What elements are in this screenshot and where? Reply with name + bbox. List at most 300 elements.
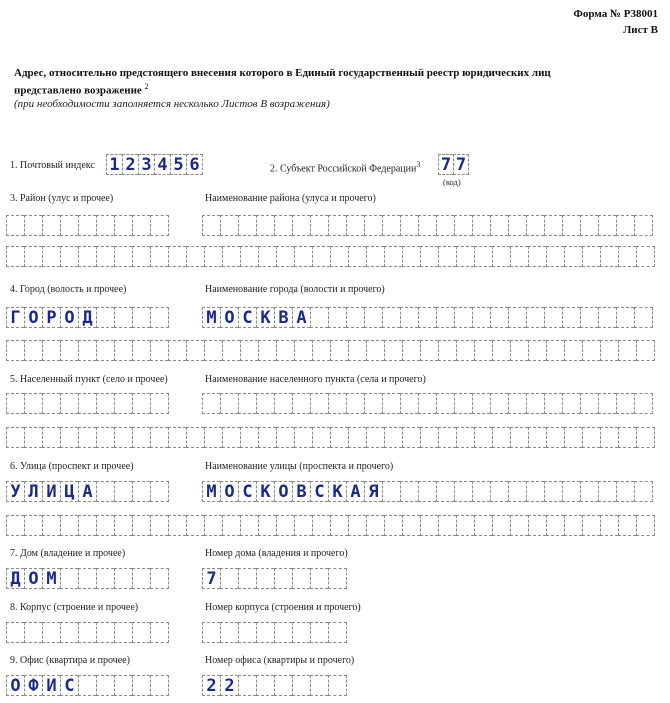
district-char-cell: [580, 215, 598, 236]
postal-char-cell: 4: [154, 154, 170, 175]
district-char-cell: [564, 246, 582, 267]
street-char-cell: [616, 481, 634, 502]
street-char-cell: [492, 515, 510, 536]
building-char-cell: [328, 622, 347, 643]
building-type-field[interactable]: [6, 622, 169, 643]
postal-char-cell: 3: [138, 154, 154, 175]
city-char-cell: [132, 307, 150, 328]
city-char-cell: [382, 307, 400, 328]
building-char-cell: [114, 622, 132, 643]
city-char-cell: [132, 340, 150, 361]
office-char-cell: [292, 675, 310, 696]
district-char-cell: [634, 215, 653, 236]
district-type-field[interactable]: [6, 215, 169, 236]
locality-char-cell: [312, 427, 330, 448]
locality-char-cell: [420, 427, 438, 448]
district-char-cell: [96, 246, 114, 267]
district-char-cell: [168, 246, 186, 267]
subject-code-field[interactable]: [438, 154, 469, 175]
district-char-cell: [616, 215, 634, 236]
district-name-field[interactable]: [202, 215, 653, 236]
city-char-cell: [78, 340, 96, 361]
street-char-cell: [418, 481, 436, 502]
locality-char-cell: [274, 393, 292, 414]
city-char-cell: [258, 340, 276, 361]
city-char-cell: [294, 340, 312, 361]
district-char-cell: [132, 246, 150, 267]
district-char-cell: [436, 215, 454, 236]
city-char-cell: [240, 340, 258, 361]
house-char-cell: [328, 568, 347, 589]
locality-char-cell: [258, 427, 276, 448]
locality-name-field[interactable]: [202, 393, 653, 414]
district-name-label: Наименование района (улуса и прочего): [205, 193, 376, 204]
locality-char-cell: [418, 393, 436, 414]
street-char-cell: [114, 481, 132, 502]
city-char-cell: Д: [78, 307, 96, 328]
city-char-cell: Г: [6, 307, 24, 328]
postal-char-cell: 1: [106, 154, 122, 175]
street-type-field[interactable]: [6, 481, 169, 502]
street-char-cell: [132, 481, 150, 502]
house-char-cell: [220, 568, 238, 589]
city-char-cell: [636, 340, 655, 361]
locality-type-label: 5. Населенный пункт (село и прочее): [10, 374, 168, 385]
locality-char-cell: [492, 427, 510, 448]
city-char-cell: [490, 307, 508, 328]
street-char-cell: [348, 515, 366, 536]
house-char-cell: [238, 568, 256, 589]
district-char-cell: [328, 215, 346, 236]
city-char-cell: [454, 307, 472, 328]
city-char-cell: [564, 340, 582, 361]
locality-char-cell: [364, 393, 382, 414]
district-char-cell: [6, 246, 24, 267]
city-char-cell: [150, 340, 168, 361]
building-char-cell: [132, 622, 150, 643]
city-char-cell: [310, 307, 328, 328]
house-char-cell: 7: [202, 568, 220, 589]
street-char-cell: [400, 481, 418, 502]
locality-char-cell: [6, 393, 24, 414]
street-char-cell: У: [6, 481, 24, 502]
office-char-cell: Ф: [24, 675, 42, 696]
building-char-cell: [42, 622, 60, 643]
district-char-cell: [400, 215, 418, 236]
locality-char-cell: [600, 427, 618, 448]
street-char-cell: О: [220, 481, 238, 502]
street-char-cell: Ц: [60, 481, 78, 502]
street-char-cell: [312, 515, 330, 536]
district-char-cell: [42, 215, 60, 236]
city-char-cell: [456, 340, 474, 361]
locality-char-cell: [348, 427, 366, 448]
locality-char-cell: [384, 427, 402, 448]
office-char-cell: [310, 675, 328, 696]
city-char-cell: [150, 307, 169, 328]
subject-char-cell: 7: [453, 154, 469, 175]
district-char-cell: [258, 246, 276, 267]
locality-char-cell: [6, 427, 24, 448]
district-char-cell: [132, 215, 150, 236]
district-char-cell: [456, 246, 474, 267]
city-char-cell: [420, 340, 438, 361]
locality-char-cell: [42, 427, 60, 448]
postal-code-field[interactable]: [106, 154, 203, 175]
house-char-cell: [310, 568, 328, 589]
street-char-cell: [600, 515, 618, 536]
title-footnote: 2: [144, 82, 149, 91]
district-char-cell: [114, 215, 132, 236]
district-char-cell: [78, 246, 96, 267]
city-char-cell: В: [274, 307, 292, 328]
locality-char-cell: [42, 393, 60, 414]
street-char-cell: Л: [24, 481, 42, 502]
district-char-cell: [96, 215, 114, 236]
district-char-cell: [508, 215, 526, 236]
street-char-cell: [598, 481, 616, 502]
house-char-cell: [256, 568, 274, 589]
building-char-cell: [292, 622, 310, 643]
district-char-cell: [292, 215, 310, 236]
house-char-cell: [292, 568, 310, 589]
street-char-cell: И: [42, 481, 60, 502]
district-char-cell: [294, 246, 312, 267]
district-char-cell: [24, 246, 42, 267]
street-char-cell: [222, 515, 240, 536]
locality-char-cell: [292, 393, 310, 414]
district-char-cell: [366, 246, 384, 267]
locality-char-cell: [204, 427, 222, 448]
city-char-cell: [418, 307, 436, 328]
city-char-cell: [96, 340, 114, 361]
street-char-cell: [366, 515, 384, 536]
locality-char-cell: [60, 393, 78, 414]
district-char-cell: [402, 246, 420, 267]
district-char-cell: [346, 215, 364, 236]
city-type-field[interactable]: [6, 307, 169, 328]
subject-char-cell: 7: [438, 154, 453, 175]
district-char-cell: [204, 246, 222, 267]
office-char-cell: [96, 675, 114, 696]
street-char-cell: [582, 515, 600, 536]
district-char-cell: [618, 246, 636, 267]
district-char-cell: [150, 215, 169, 236]
city-char-cell: [436, 307, 454, 328]
subject-label-text: 2. Субъект Российской Федерации: [270, 163, 417, 175]
locality-char-cell: [24, 427, 42, 448]
district-char-cell: [276, 246, 294, 267]
building-char-cell: [60, 622, 78, 643]
locality-char-cell: [310, 393, 328, 414]
house-number-label: Номер дома (владения и прочего): [205, 548, 348, 559]
district-char-cell: [472, 215, 490, 236]
city-char-cell: [114, 307, 132, 328]
district-char-cell: [582, 246, 600, 267]
locality-char-cell: [114, 393, 132, 414]
street-char-cell: К: [328, 481, 346, 502]
locality-char-cell: [220, 393, 238, 414]
district-char-cell: [348, 246, 366, 267]
city-char-cell: [598, 307, 616, 328]
city-char-cell: [6, 340, 24, 361]
city-char-cell: А: [292, 307, 310, 328]
district-char-cell: [114, 246, 132, 267]
city-char-cell: С: [238, 307, 256, 328]
locality-char-cell: [436, 393, 454, 414]
street-char-cell: [526, 481, 544, 502]
locality-char-cell: [582, 427, 600, 448]
office-char-cell: [274, 675, 292, 696]
district-char-cell: [418, 215, 436, 236]
locality-char-cell: [580, 393, 598, 414]
locality-char-cell: [328, 393, 346, 414]
building-type-label: 8. Корпус (строение и прочее): [10, 602, 139, 613]
street-char-cell: [96, 481, 114, 502]
house-char-cell: О: [24, 568, 42, 589]
office-type-field[interactable]: [6, 675, 169, 696]
office-char-cell: [132, 675, 150, 696]
house-char-cell: [60, 568, 78, 589]
city-char-cell: [312, 340, 330, 361]
city-char-cell: [24, 340, 42, 361]
district-char-cell: [636, 246, 655, 267]
locality-type-field[interactable]: [6, 393, 169, 414]
city-name-field[interactable]: [202, 307, 653, 328]
district-char-cell: [600, 246, 618, 267]
locality-char-cell: [96, 393, 114, 414]
street-char-cell: [186, 515, 204, 536]
street-char-cell: [564, 515, 582, 536]
district-char-cell: [528, 246, 546, 267]
section-title: [14, 66, 574, 98]
city-char-cell: [348, 340, 366, 361]
street-char-cell: [78, 515, 96, 536]
city-char-cell: [276, 340, 294, 361]
city-char-cell: [204, 340, 222, 361]
section-note: (при необходимости заполняется несколько Листов В возражения): [14, 98, 330, 110]
city-char-cell: [438, 340, 456, 361]
district-char-cell: [474, 246, 492, 267]
locality-char-cell: [114, 427, 132, 448]
office-number-label: Номер офиса (квартиры и прочего): [205, 655, 355, 666]
street-char-cell: [24, 515, 42, 536]
street-char-cell: [276, 515, 294, 536]
street-char-cell: [472, 481, 490, 502]
city-char-cell: [616, 307, 634, 328]
street-char-cell: [258, 515, 276, 536]
district-char-cell: [186, 246, 204, 267]
house-char-cell: Д: [6, 568, 24, 589]
district-char-cell: [60, 246, 78, 267]
city-char-cell: [384, 340, 402, 361]
street-char-cell: А: [78, 481, 96, 502]
sheet-label: Лист В: [623, 24, 658, 36]
street-char-cell: [204, 515, 222, 536]
district-char-cell: [6, 215, 24, 236]
locality-char-cell: [618, 427, 636, 448]
city-char-cell: [168, 340, 186, 361]
city-char-cell: [330, 340, 348, 361]
city-char-cell: [510, 340, 528, 361]
street-char-cell: О: [274, 481, 292, 502]
street-char-cell: [456, 515, 474, 536]
district-char-cell: [544, 215, 562, 236]
street-char-cell: [384, 515, 402, 536]
city-char-cell: О: [24, 307, 42, 328]
building-char-cell: [256, 622, 274, 643]
district-char-cell: [562, 215, 580, 236]
locality-char-cell: [78, 427, 96, 448]
street-char-cell: В: [292, 481, 310, 502]
city-char-cell: [580, 307, 598, 328]
locality-name-field-continued[interactable]: [6, 427, 655, 448]
building-number-label: Номер корпуса (строения и прочего): [205, 602, 361, 613]
street-char-cell: [60, 515, 78, 536]
district-char-cell: [24, 215, 42, 236]
locality-char-cell: [546, 427, 564, 448]
form-number: Форма № Р38001: [573, 8, 658, 20]
office-char-cell: 2: [220, 675, 238, 696]
office-char-cell: И: [42, 675, 60, 696]
city-char-cell: [582, 340, 600, 361]
street-char-cell: К: [256, 481, 274, 502]
district-char-cell: [546, 246, 564, 267]
locality-char-cell: [598, 393, 616, 414]
district-char-cell: [490, 215, 508, 236]
house-char-cell: [114, 568, 132, 589]
building-char-cell: [220, 622, 238, 643]
street-char-cell: С: [238, 481, 256, 502]
locality-char-cell: [168, 427, 186, 448]
street-char-cell: [114, 515, 132, 536]
street-char-cell: [294, 515, 312, 536]
district-char-cell: [492, 246, 510, 267]
street-name-field-continued[interactable]: [6, 515, 655, 536]
locality-char-cell: [202, 393, 220, 414]
street-char-cell: А: [346, 481, 364, 502]
city-char-cell: [186, 340, 204, 361]
city-char-cell: [546, 340, 564, 361]
city-char-cell: [634, 307, 653, 328]
code-caption: (код): [443, 177, 461, 187]
locality-char-cell: [294, 427, 312, 448]
city-char-cell: [472, 307, 490, 328]
street-char-cell: [420, 515, 438, 536]
locality-char-cell: [60, 427, 78, 448]
building-char-cell: [78, 622, 96, 643]
office-char-cell: С: [60, 675, 78, 696]
district-char-cell: [510, 246, 528, 267]
district-type-label: 3. Район (улус и прочее): [10, 193, 114, 204]
locality-char-cell: [400, 393, 418, 414]
building-char-cell: [202, 622, 220, 643]
house-char-cell: [96, 568, 114, 589]
city-name-field-continued[interactable]: [6, 340, 655, 361]
district-name-field-continued[interactable]: [6, 246, 655, 267]
locality-char-cell: [616, 393, 634, 414]
street-char-cell: [150, 481, 169, 502]
house-type-label: 7. Дом (владение и прочее): [10, 548, 126, 559]
locality-char-cell: [526, 393, 544, 414]
locality-char-cell: [472, 393, 490, 414]
city-char-cell: О: [220, 307, 238, 328]
office-char-cell: 2: [202, 675, 220, 696]
locality-char-cell: [186, 427, 204, 448]
street-char-cell: [562, 481, 580, 502]
locality-char-cell: [240, 427, 258, 448]
city-char-cell: [492, 340, 510, 361]
district-char-cell: [438, 246, 456, 267]
street-char-cell: [544, 481, 562, 502]
locality-char-cell: [564, 427, 582, 448]
street-char-cell: [528, 515, 546, 536]
city-char-cell: [508, 307, 526, 328]
office-char-cell: [238, 675, 256, 696]
locality-char-cell: [528, 427, 546, 448]
district-char-cell: [42, 246, 60, 267]
subject-label: [270, 160, 420, 174]
house-number-field[interactable]: [202, 568, 347, 589]
building-char-cell: [238, 622, 256, 643]
locality-char-cell: [24, 393, 42, 414]
district-char-cell: [78, 215, 96, 236]
locality-char-cell: [132, 427, 150, 448]
street-char-cell: [168, 515, 186, 536]
street-char-cell: [490, 481, 508, 502]
street-name-field[interactable]: [202, 481, 653, 502]
office-char-cell: [328, 675, 347, 696]
building-char-cell: [274, 622, 292, 643]
house-type-field[interactable]: [6, 568, 169, 589]
city-char-cell: [364, 307, 382, 328]
street-char-cell: [438, 515, 456, 536]
city-char-cell: [544, 307, 562, 328]
locality-char-cell: [256, 393, 274, 414]
city-char-cell: [526, 307, 544, 328]
street-char-cell: [330, 515, 348, 536]
street-type-label: 6. Улица (проспект и прочее): [10, 461, 134, 472]
office-char-cell: [256, 675, 274, 696]
street-char-cell: С: [310, 481, 328, 502]
locality-char-cell: [150, 393, 169, 414]
office-number-field[interactable]: [202, 675, 347, 696]
locality-char-cell: [456, 427, 474, 448]
street-char-cell: [240, 515, 258, 536]
city-char-cell: Р: [42, 307, 60, 328]
house-char-cell: [78, 568, 96, 589]
district-char-cell: [256, 215, 274, 236]
street-char-cell: [436, 481, 454, 502]
locality-char-cell: [562, 393, 580, 414]
building-number-field[interactable]: [202, 622, 347, 643]
district-char-cell: [598, 215, 616, 236]
building-char-cell: [150, 622, 169, 643]
office-char-cell: [78, 675, 96, 696]
street-name-label: Наименование улицы (проспекта и прочего): [205, 461, 394, 472]
locality-char-cell: [238, 393, 256, 414]
street-char-cell: [546, 515, 564, 536]
postal-char-cell: 5: [170, 154, 186, 175]
district-char-cell: [238, 215, 256, 236]
office-char-cell: [114, 675, 132, 696]
city-char-cell: [402, 340, 420, 361]
city-char-cell: К: [256, 307, 274, 328]
locality-char-cell: [366, 427, 384, 448]
district-char-cell: [384, 246, 402, 267]
locality-char-cell: [78, 393, 96, 414]
district-char-cell: [222, 246, 240, 267]
